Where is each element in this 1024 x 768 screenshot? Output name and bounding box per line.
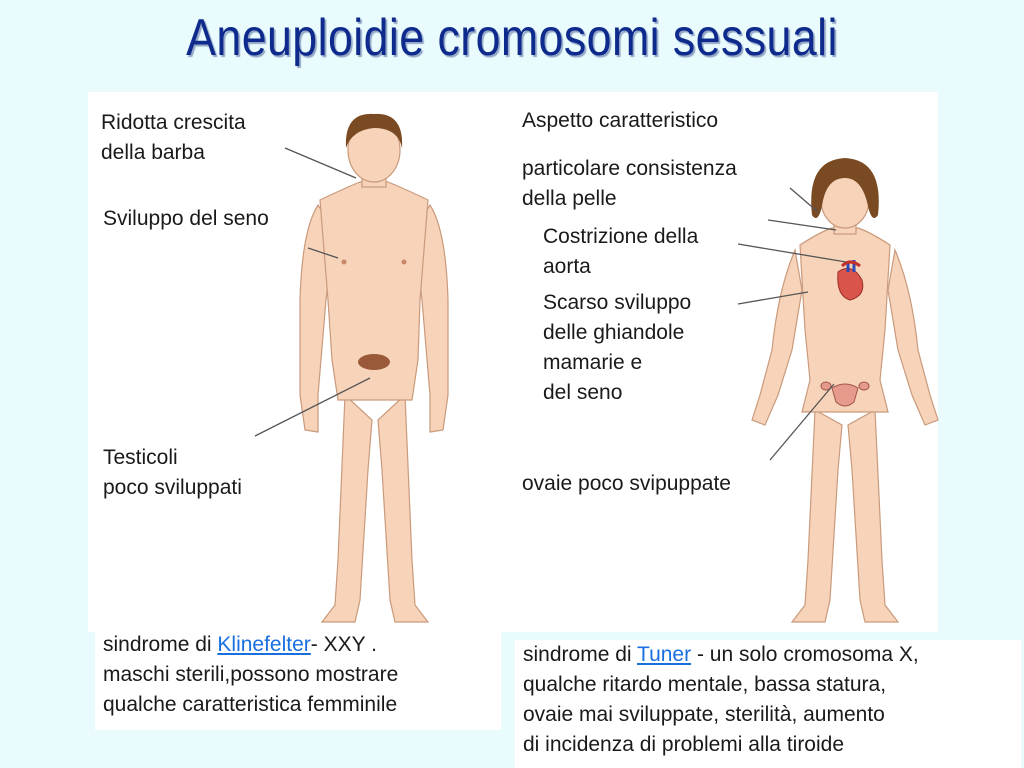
label-underdeveloped-ovaries: ovaie poco svipuppate (522, 472, 731, 495)
caption-line: ovaie mai sviluppate, sterilità, aumento (523, 703, 885, 726)
label-breast-development: Sviluppo del seno (103, 207, 269, 230)
klinefelter-link[interactable]: Klinefelter (217, 633, 311, 656)
caption-line: qualche caratteristica femminile (103, 693, 398, 716)
label-mammary-underdevelopment: Scarso sviluppo delle ghiandole mamarie e del seno (543, 291, 692, 404)
caption-prefix: sindrome di (103, 633, 218, 656)
page-title: Aneuploidie cromosomi sessuali (186, 9, 838, 67)
caption-suffix: - XXY . (310, 633, 377, 656)
label-characteristic-aspect: Aspetto caratteristico (522, 109, 719, 132)
turner-caption (515, 640, 1021, 768)
caption-line: di incidenza di problemi alla tiroide (523, 733, 845, 756)
label-aorta-constriction: Costrizione della aorta (543, 225, 699, 278)
label-reduced-beard: Ridotta crescita della barba (101, 111, 246, 164)
label-skin-texture: particolare consistenza della pelle (522, 157, 737, 210)
label-underdeveloped-testes: Testicoli poco sviluppati (103, 446, 242, 499)
male-pubic-hair (358, 354, 390, 370)
caption-line: maschi sterili,possono mostrare (103, 663, 399, 686)
klinefelter-caption (95, 630, 501, 730)
turner-link[interactable]: Tuner (637, 643, 692, 666)
caption-prefix: sindrome di (523, 643, 638, 666)
caption-suffix: - un solo cromosoma X, (691, 643, 919, 666)
caption-line: qualche ritardo mentale, bassa statura, (523, 673, 887, 696)
